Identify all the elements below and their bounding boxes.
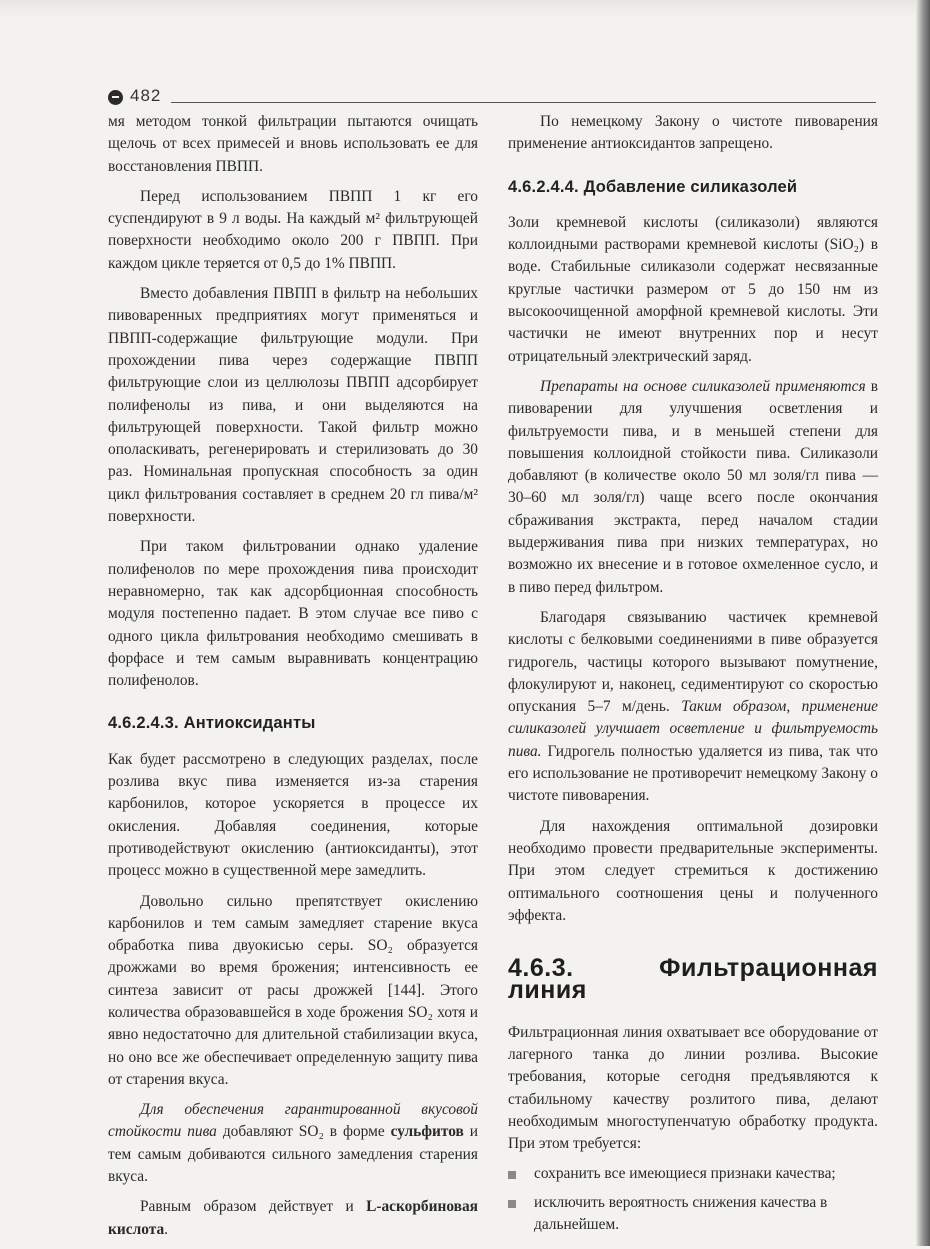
list-item [508,1163,878,1185]
section-heading-silicasol: 4.6.2.4.4. Добавление силиказолей [508,177,798,196]
paragraph [508,607,878,808]
italic-text: Препараты на основе силиказолей применяются [540,377,866,395]
paragraph: Довольно сильно препятствует окислению карбонилов и тем самым замедляет старение вкуса обработка пива двуокисью серы. SO₂ образуется дрожжами во время брожения; интенсивность ее синтеза зависит от расы дрожжей [144]. Этого количества образовавшейся в ходе брожения SO₂ хотя и явно недостаточно для длительной стабилизации вкуса, но оно все же обеспечивает определенную защиту пива от старения вкуса. [108,892,478,1088]
paragraph: Вместо добавления ПВПП в фильтр на небольших пивоваренных предприятиях могут применяться и ПВПП-содержащие фильтрующие модули. При прохождении пива через содержащие ПВПП фильтрующие слои из целлюлозы ПВПП адсорбирует полифенолы из пива, и они выделяются на фильтрующей поверхности. Такой фильтр можно ополаскивать, регенерировать и стерилизовать до 30 раз. Номинальная пропускная способность за один цикл фильтрования составляет в среднем 20 гл пива/м² поверхности. [108,285,478,526]
paragraph: Как будет рассмотрено в следующих разделах, после розлива вкус пива изменяется из-за старения карбонилов, которое ускоряется в процессе их окисления. Добавляя соединения, которые противодействуют окислению (антиоксиданты), этот процесс можно в существенной мере замедлить. [108,750,478,880]
paragraph: Фильтрационная линия охватывает все оборудование от лагерного танка до линии розлива. Высокие требования, которые сегодня предъявляются к стабильному качеству розлитого пива, делают необходимым многоступенчатую обработку продукта. При этом требуется: [508,1023,878,1153]
text: в пивоварении для улучшения осветления и фильтруемости пива, и в меньшей степени для повышения коллоидной стойкости пива. Силиказоли добавляют (в количестве около 50 мл золя/гл пива — 30–60 мл золя/гл) чаще всего после окончания сбраживания экстракта, перед началом стадии выдерживания пива при низких температурах, но возможно их внесение и в готовое охмеленное сусло, и в пиво перед фильтром. [508,377,878,596]
text: . [164,1220,168,1238]
text: Равным образом действует и [140,1198,367,1216]
page-number: 482 [130,86,162,105]
scan-top-shadow [0,0,930,18]
paragraph: Перед использованием ПВПП 1 кг его суспендируют в 9 л воды. На каждый м² фильтрующей поверхности необходимо около 200 г ПВПП. При каждом цикле теряется от 0,5 до 1% ПВПП. [108,187,478,272]
list-item-text: исключить вероятность снижения качества в дальнейшем. [534,1193,828,1234]
text: Благодаря связыванию частичек кремневой кислоты с белковыми соединениями в пиве образуется гидрогель, частицы которого вызывают помутнение, флокулируют и, наконец, седиментируют со скоростью опускания 5–7 м/день. [508,608,878,716]
paragraph: мя методом тонкой фильтрации пытаются очищать щелочь от всех примесей и вновь использовать ее для восстановления ПВПП. [108,113,478,175]
paragraph: По немецкому Закону о чистоте пивоварения применение антиоксидантов запрещено. [508,113,878,153]
paragraph [108,1099,478,1188]
bullet-list [508,1163,878,1236]
text: добавляют SO₂ в форме [216,1123,391,1141]
italic-text: Для обеспечения гарантированной вкусовой стойкости пива [108,1101,478,1141]
paragraph [108,1196,478,1241]
text: и тем самым добиваются сильного замедления старения вкуса. [108,1123,478,1186]
text: Гидрогель полностью удаляется из пива, так что его использование не противоречит немецкому Закону о чистоте пивоварения. [508,742,878,805]
scan-right-edge [916,0,930,1246]
bold-term: L-аскорбиновая кислота [108,1198,478,1238]
list-item [508,1192,878,1237]
paragraph: При таком фильтровании однако удаление полифенолов по мере прохождения пива происходит неравномерно, так как адсорбционная способность модуля постепенно падает. В этом случае все пиво с одного цикла фильтрования необходимо смешивать в форфасе и тем самым выравнивать концентрацию полифенолов. [108,538,478,690]
bold-term: сульфитов [390,1123,464,1141]
paragraph: Для нахождения оптимальной дозировки необходимо провести предварительные эксперименты. При этом следует стремиться к достижению оптимального соотношения цены и полученного эффекта. [508,817,878,924]
page-header [108,86,876,108]
section-heading-filtration-line: 4.6.3. Фильтрационная линия [508,954,878,1005]
square-bullet-icon [508,1171,516,1179]
list-item-text: сохранить все имеющиеся признаки качества; [534,1165,836,1183]
square-bullet-icon [508,1200,516,1208]
chapter-marker-icon [108,90,123,105]
paragraph [508,376,878,599]
section-heading-antioxidants: 4.6.2.4.3. Антиоксиданты [108,714,316,733]
left-column [108,111,478,1249]
italic-text: Таким образом, применение силиказолей улучшает осветление и фильтруемость пива. [508,698,878,760]
paragraph: Золи кремневой кислоты (силиказоли) являются коллоидными растворами кремневой кислоты (SiO₂) в воде. Стабильные силиказоли содержат несвязанные круглые частички размером от 5 до 150 нм из высокоочищенной аморфной кремневой кислоты. Эти частички не имеют внутренних пор и несут отрицательный электрический заряд. [508,213,878,365]
right-column [508,111,878,1242]
header-rule [171,102,876,103]
